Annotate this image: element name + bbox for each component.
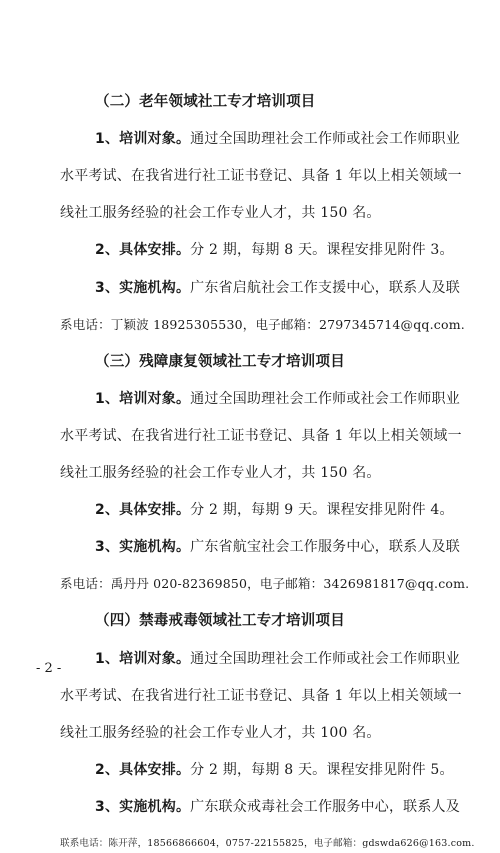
- item-text: 水平考试、在我省进行社工证书登记、具备 1 年以上相关领域一: [60, 688, 462, 704]
- item-label: 1、培训对象。: [95, 651, 191, 667]
- email-link[interactable]: gdswda626@163.com.: [362, 838, 475, 849]
- item-label: 2、具体安排。: [95, 242, 191, 258]
- item-text: 广东省启航社会工作支援中心，联系人及联: [190, 280, 460, 296]
- item-label: 3、实施机构。: [95, 799, 191, 815]
- paragraph-line: [60, 167, 462, 185]
- page-number: - 2 -: [36, 661, 62, 676]
- section-heading: （二）老年领域社工专才培训项目: [95, 94, 316, 110]
- section-heading: （四）禁毒戒毒领域社工专才培训项目: [95, 613, 345, 629]
- item-text: 分 2 期，每期 8 天。课程安排见附件 3。: [190, 242, 454, 258]
- item-text: 分 2 期，每期 9 天。课程安排见附件 4。: [190, 502, 454, 518]
- paragraph-line: [95, 390, 460, 408]
- item-text: 水平考试、在我省进行社工证书登记、具备 1 年以上相关领域一: [60, 428, 462, 444]
- item-label: 2、具体安排。: [95, 762, 191, 778]
- paragraph-line: [60, 427, 462, 445]
- paragraph-line: [60, 464, 381, 482]
- item-text: 通过全国助理社会工作师或社会工作师职业: [190, 131, 460, 147]
- item-text: 广东省航宝社会工作服务中心，联系人及联: [190, 539, 460, 555]
- paragraph-line: [60, 687, 462, 705]
- paragraph-line: [95, 130, 460, 148]
- email-link[interactable]: 3426981817@qq.com.: [323, 576, 470, 591]
- item-label: 3、实施机构。: [95, 539, 191, 555]
- item-text: 广东联众戒毒社会工作服务中心，联系人及: [190, 799, 460, 815]
- item-text: 通过全国助理社会工作师或社会工作师职业: [190, 651, 460, 667]
- paragraph-line: [95, 279, 460, 297]
- paragraph-line: [60, 316, 465, 334]
- item-label: 1、培训对象。: [95, 391, 191, 407]
- paragraph-line: [95, 501, 454, 519]
- item-text: 系电话：丁颖波 18925305530，电子邮箱：: [60, 317, 319, 332]
- item-text: 分 2 期，每期 8 天。课程安排见附件 5。: [190, 762, 454, 778]
- item-text: 线社工服务经验的社会工作专业人才，共 150 名。: [60, 465, 381, 481]
- item-text: 联系电话：陈开萍，18566866604，0757-22155825，电子邮箱：: [60, 838, 363, 849]
- item-text: 线社工服务经验的社会工作专业人才，共 150 名。: [60, 205, 381, 221]
- paragraph-line: [95, 241, 454, 259]
- paragraph-line: [60, 835, 475, 853]
- email-link[interactable]: 2797345714@qq.com.: [318, 317, 465, 332]
- item-label: 1、培训对象。: [95, 131, 191, 147]
- paragraph-line: [95, 761, 454, 779]
- paragraph-line: [60, 204, 381, 222]
- item-text: 水平考试、在我省进行社工证书登记、具备 1 年以上相关领域一: [60, 168, 462, 184]
- paragraph-line: [95, 798, 460, 816]
- item-text: 系电话：禹丹丹 020-82369850，电子邮箱：: [60, 576, 324, 591]
- item-text: 通过全国助理社会工作师或社会工作师职业: [190, 391, 460, 407]
- item-label: 3、实施机构。: [95, 280, 191, 296]
- paragraph-line: [95, 650, 460, 668]
- item-text: 线社工服务经验的社会工作专业人才，共 100 名。: [60, 725, 381, 741]
- item-label: 2、具体安排。: [95, 502, 191, 518]
- paragraph-line: [60, 724, 381, 742]
- paragraph-line: [95, 538, 460, 556]
- paragraph-line: [60, 575, 469, 593]
- section-heading: （三）残障康复领域社工专才培训项目: [95, 354, 345, 370]
